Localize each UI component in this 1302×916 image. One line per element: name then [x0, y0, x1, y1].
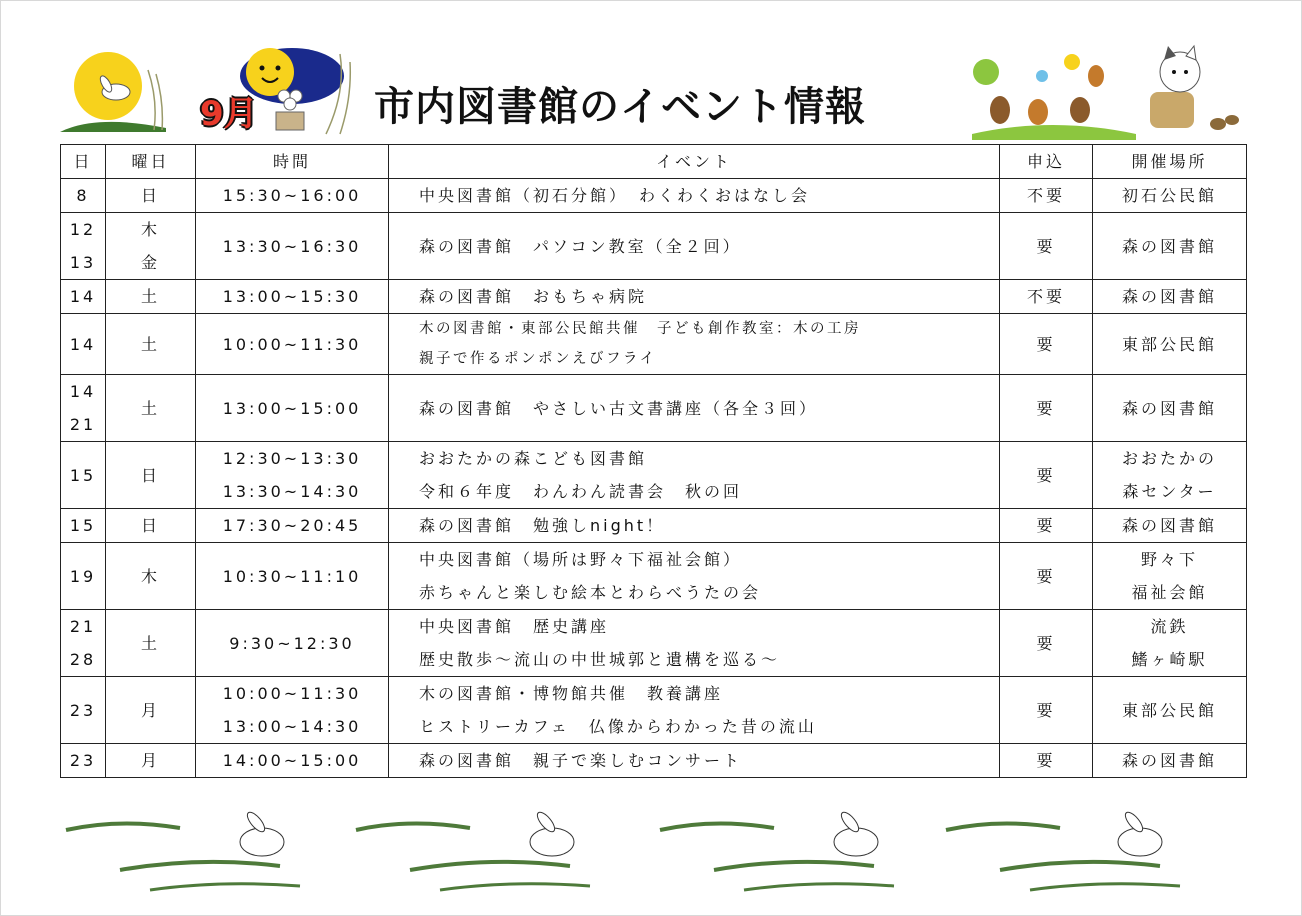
cell-application: 要	[1000, 543, 1093, 610]
month-badge: 9月	[200, 94, 258, 134]
table-header-row	[61, 145, 1247, 179]
cell-venue	[1093, 280, 1247, 314]
cell-time	[196, 280, 389, 314]
table-row	[61, 744, 1247, 778]
cell-weekday	[106, 610, 196, 677]
cell-time-line: 13:00~14:30	[222, 717, 362, 736]
table-row	[61, 314, 1247, 375]
cell-time-line: 13:00~15:30	[222, 287, 362, 306]
table-row	[61, 213, 1247, 280]
tsukimi-dango-illustration	[272, 86, 308, 134]
cell-time-line: 13:30~16:30	[222, 236, 362, 256]
cell-time	[196, 375, 389, 442]
cell-weekday-line: 土	[140, 398, 160, 418]
cell-weekday-line: 日	[140, 516, 160, 535]
cell-venue-line: 森の図書館	[1121, 751, 1217, 770]
cell-venue-line: 森の図書館	[1121, 287, 1217, 306]
cell-event	[389, 442, 1000, 509]
cell-event	[389, 213, 1000, 280]
cell-event-line: 森の図書館 勉強しnight！	[419, 516, 666, 535]
cell-time	[196, 314, 389, 375]
cell-day-line: 14	[69, 382, 97, 401]
cell-time	[196, 677, 389, 744]
cell-weekday-line: 月	[140, 700, 160, 720]
cell-venue	[1093, 543, 1247, 610]
cell-venue-line: 野々下	[1140, 550, 1198, 569]
cell-venue	[1093, 509, 1247, 543]
event-table	[60, 144, 1247, 778]
cell-weekday	[106, 744, 196, 778]
rabbit-on-grass-illustration	[66, 810, 300, 890]
cell-application: 要	[1000, 442, 1093, 509]
cell-event-line: 木の図書館・博物館共催 教養講座	[419, 684, 724, 703]
cell-venue-line: 森の図書館	[1121, 398, 1217, 418]
cell-venue-line: 福祉会館	[1131, 583, 1208, 602]
cell-event-line: 森の図書館 親子で楽しむコンサート	[419, 751, 743, 770]
cat-illustration	[1140, 42, 1240, 138]
cell-event	[389, 509, 1000, 543]
page-title: 市内図書館のイベント情報	[374, 84, 866, 130]
cell-venue-line: 森センター	[1122, 482, 1217, 501]
cell-venue-line: 鰭ヶ崎駅	[1131, 650, 1208, 669]
cell-application: 要	[1000, 509, 1093, 543]
table-row	[61, 509, 1247, 543]
cell-weekday-line: 日	[140, 465, 160, 485]
cell-application: 不要	[1000, 280, 1093, 314]
cell-weekday-line: 木	[140, 220, 160, 239]
cell-event	[389, 375, 1000, 442]
cell-weekday-line: 木	[140, 566, 160, 586]
cell-day-line: 21	[69, 415, 97, 434]
cell-event-line: 森の図書館 やさしい古文書講座（各全３回）	[419, 398, 819, 418]
cell-application: 要	[1000, 744, 1093, 778]
cell-day	[61, 610, 106, 677]
cell-event	[389, 543, 1000, 610]
cell-day-line: 14	[69, 287, 97, 306]
cell-time-line: 13:00~15:00	[222, 398, 362, 418]
cell-day-line: 15	[69, 516, 97, 535]
cell-event-line: おおたかの森こども図書館	[419, 449, 648, 468]
cell-event-line: ヒストリーカフェ 仏像からわかった昔の流山	[419, 717, 817, 736]
cell-time	[196, 442, 389, 509]
cell-weekday-line: 金	[140, 253, 160, 272]
cell-day	[61, 677, 106, 744]
cell-weekday	[106, 280, 196, 314]
cell-venue-line: 東部公民館	[1121, 700, 1217, 720]
cell-weekday	[106, 543, 196, 610]
table-row	[61, 610, 1247, 677]
cell-venue	[1093, 179, 1247, 213]
cell-day-line: 23	[69, 751, 97, 770]
cell-application: 要	[1000, 213, 1093, 280]
cell-weekday	[106, 442, 196, 509]
cell-time	[196, 610, 389, 677]
cell-venue-line: 東部公民館	[1121, 334, 1217, 354]
cell-event	[389, 744, 1000, 778]
rabbit-on-grass-illustration	[660, 810, 894, 890]
cell-day	[61, 543, 106, 610]
cell-event-line: 中央図書館（初石分館） わくわくおはなし会	[419, 186, 811, 205]
cell-day-line: 15	[69, 465, 97, 485]
cell-event-line: 森の図書館 おもちゃ病院	[419, 287, 648, 306]
cell-time	[196, 213, 389, 280]
cell-venue-line: 初石公民館	[1121, 186, 1217, 205]
cell-venue	[1093, 677, 1247, 744]
cell-day	[61, 509, 106, 543]
cell-time-line: 13:30~14:30	[222, 482, 362, 501]
cell-time	[196, 179, 389, 213]
column-header-day: 日	[61, 145, 106, 179]
cell-event	[389, 280, 1000, 314]
cell-time	[196, 543, 389, 610]
cell-day	[61, 442, 106, 509]
cell-weekday-line: 土	[140, 334, 160, 354]
rabbit-grass-footer	[0, 800, 1302, 916]
cell-venue	[1093, 610, 1247, 677]
cell-weekday	[106, 375, 196, 442]
cell-time-line: 15:30~16:00	[222, 186, 362, 205]
cell-time-line: 14:00~15:00	[222, 751, 362, 770]
cell-event-line: 親子で作るポンポンえびフライ	[419, 351, 657, 367]
cell-application: 要	[1000, 314, 1093, 375]
cell-day-line: 19	[69, 566, 97, 586]
cell-venue-line: 森の図書館	[1121, 236, 1217, 256]
cell-event	[389, 610, 1000, 677]
cell-event	[389, 677, 1000, 744]
table-row	[61, 375, 1247, 442]
table-row	[61, 179, 1247, 213]
rabbit-on-grass-illustration	[356, 810, 590, 890]
cell-application: 要	[1000, 375, 1093, 442]
cell-event	[389, 179, 1000, 213]
header	[0, 0, 1302, 142]
cell-time	[196, 744, 389, 778]
cell-venue-line: 流鉄	[1150, 617, 1189, 636]
cell-venue	[1093, 314, 1247, 375]
cell-day	[61, 213, 106, 280]
cell-venue	[1093, 213, 1247, 280]
cell-event-line: 赤ちゃんと楽しむ絵本とわらべうたの会	[419, 583, 762, 602]
cell-day-line: 21	[69, 617, 97, 636]
cell-event-line: 歴史散歩～流山の中世城郭と遺構を巡る～	[419, 650, 781, 669]
cell-application: 要	[1000, 677, 1093, 744]
cell-venue-line: 森の図書館	[1121, 516, 1217, 535]
table-row	[61, 280, 1247, 314]
cell-venue	[1093, 442, 1247, 509]
cell-weekday	[106, 314, 196, 375]
cell-day-line: 12	[69, 220, 97, 239]
column-header-weekday: 曜日	[106, 145, 196, 179]
cell-event-line: 令和６年度 わんわん読書会 秋の回	[419, 482, 743, 501]
cell-event-line: 森の図書館 パソコン教室（全２回）	[419, 236, 742, 256]
cell-weekday-line: 月	[140, 751, 160, 770]
table-row	[61, 442, 1247, 509]
cell-event-line: 中央図書館 歴史講座	[419, 617, 610, 636]
cell-application: 要	[1000, 610, 1093, 677]
cell-weekday	[106, 677, 196, 744]
cell-time-line: 17:30~20:45	[222, 516, 362, 535]
cell-event-line: 中央図書館（場所は野々下福祉会館）	[419, 550, 743, 569]
cell-weekday	[106, 509, 196, 543]
moon-rabbit-illustration	[56, 40, 176, 140]
cell-venue	[1093, 744, 1247, 778]
cell-weekday-line: 土	[140, 287, 160, 306]
cell-day-line: 13	[69, 253, 97, 272]
cell-day	[61, 314, 106, 375]
cell-time-line: 10:00~11:30	[222, 684, 362, 703]
cell-weekday-line: 土	[140, 633, 160, 653]
cell-time-line: 9:30~12:30	[229, 633, 355, 653]
cell-application: 不要	[1000, 179, 1093, 213]
cell-event	[389, 314, 1000, 375]
cell-day	[61, 375, 106, 442]
cell-day	[61, 179, 106, 213]
cell-weekday-line: 日	[140, 186, 160, 205]
cell-venue	[1093, 375, 1247, 442]
table-row	[61, 677, 1247, 744]
table-body	[61, 179, 1247, 778]
cell-weekday	[106, 213, 196, 280]
cell-day-line: 14	[69, 334, 97, 354]
cell-venue-line: おおたかの	[1121, 449, 1217, 468]
cell-day-line: 8	[76, 186, 90, 205]
cell-day-line: 23	[69, 700, 97, 720]
column-header-venue: 開催場所	[1093, 145, 1247, 179]
cell-day	[61, 280, 106, 314]
column-header-application: 申込	[1000, 145, 1093, 179]
rabbit-on-grass-illustration	[946, 810, 1180, 890]
cell-event-line: 木の図書館・東部公民館共催 子ども創作教室：木の工房	[419, 321, 861, 337]
column-header-time: 時間	[196, 145, 389, 179]
cell-day	[61, 744, 106, 778]
cell-time-line: 10:30~11:10	[222, 566, 362, 586]
cell-day-line: 28	[69, 650, 97, 669]
cell-weekday	[106, 179, 196, 213]
table-row	[61, 543, 1247, 610]
cell-time-line: 10:00~11:30	[222, 334, 362, 354]
column-header-event: イベント	[389, 145, 1000, 179]
cell-time	[196, 509, 389, 543]
insect-band-illustration	[972, 46, 1136, 140]
cell-time-line: 12:30~13:30	[222, 449, 362, 468]
